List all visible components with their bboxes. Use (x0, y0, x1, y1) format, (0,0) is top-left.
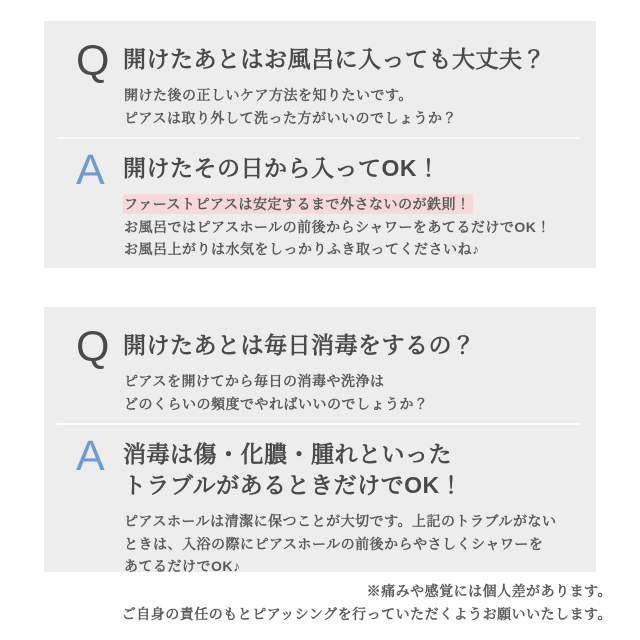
qa-divider (57, 423, 580, 425)
question-row (76, 37, 576, 129)
answer-title (123, 439, 576, 501)
qa-card-bathing (44, 21, 596, 268)
qa-divider (57, 137, 580, 139)
question-letter: Q (76, 323, 110, 371)
question-body (124, 84, 576, 129)
question-row (76, 323, 576, 415)
answer-title-line: トラブルがあるときだけでOK！ (123, 472, 464, 498)
answer-body (124, 510, 576, 578)
question-body-line: ピアスは取り外して洗った方がいいのでしょうか？ (124, 109, 457, 126)
disclaimer-line: ※痛みや感覚には個人差があります。 (366, 583, 612, 599)
answer-body-line: あてるだけでOK♪ (124, 558, 241, 574)
question-letter: Q (76, 37, 110, 85)
answer-body-highlight-line (124, 193, 576, 216)
answer-body-line: ときは、入浴の際にピアスホールの前後からやさしくシャワーを (124, 535, 544, 552)
answer-body-line: お風呂上がりは水気をしっかりふき取ってくださいね♪ (124, 241, 480, 257)
question-body (124, 370, 576, 415)
answer-body-line: ピアスホールは清潔に保つことが大切です。上記のトラブルがない (124, 513, 557, 529)
answer-body-line: お風呂ではピアスホールの前後からシャワーをあてるだけでOK！ (124, 218, 551, 235)
answer-letter: A (76, 432, 105, 480)
qa-card-disinfection (44, 307, 596, 572)
question-title: 開けたあとは毎日消毒をするの？ (123, 332, 476, 358)
question-body-line: どのくらいの頻度でやればいいのでしょうか？ (124, 395, 429, 412)
disclaimer (60, 580, 612, 626)
disclaimer-line: ご自身の責任のもとピアッシングを行っていただくようお願いいたします。 (121, 606, 612, 622)
answer-row (76, 146, 576, 261)
question-title: 開けたあとはお風呂に入っても大丈夫？ (123, 46, 546, 72)
pink-highlight: ファーストピアスは安定するまで外さないのが鉄則！ (123, 194, 473, 214)
answer-row (76, 432, 576, 578)
question-body-line: 開けた後の正しいケア方法を知りたいです。 (124, 87, 413, 103)
answer-letter: A (76, 146, 105, 194)
question-body-line: ピアスを開けてから毎日の消毒や洗浄は (124, 373, 385, 389)
answer-body (124, 193, 576, 261)
answer-title: 開けたその日から入ってOK！ (123, 155, 441, 181)
answer-title-line: 消毒は傷・化膿・腫れといった (123, 441, 452, 467)
